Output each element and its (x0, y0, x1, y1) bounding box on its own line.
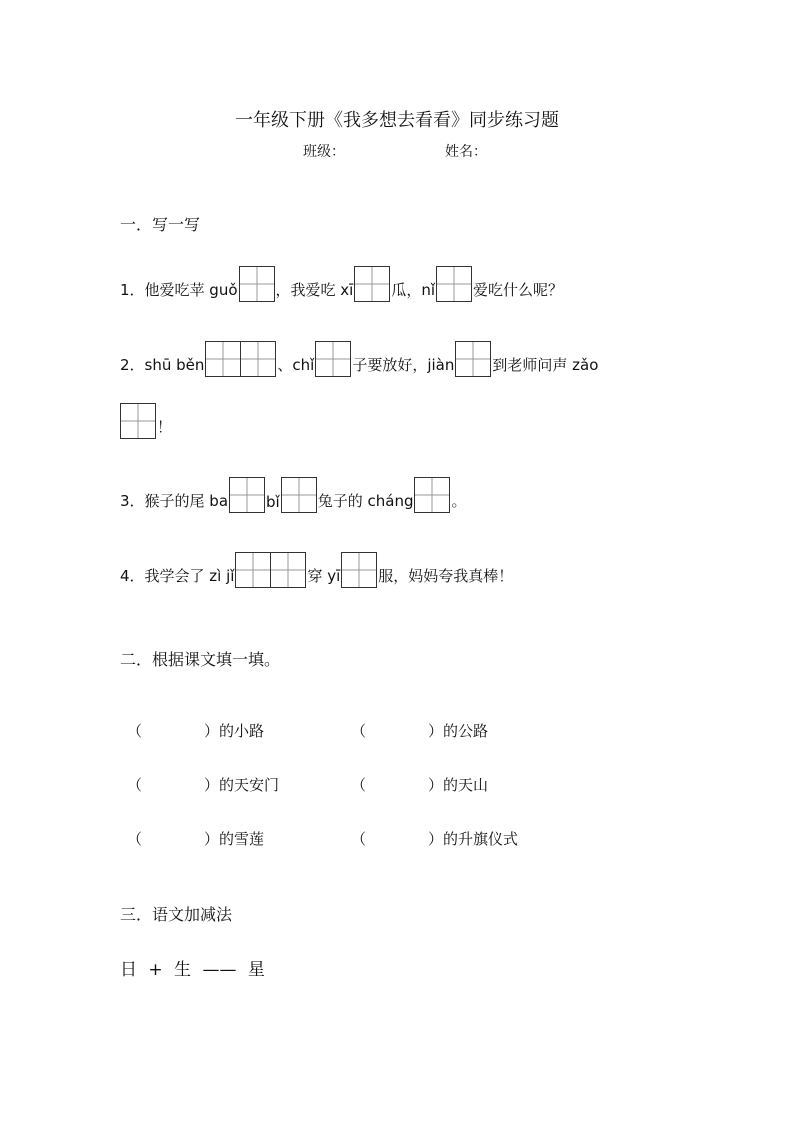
writing-box-bi[interactable] (281, 477, 317, 513)
q1-text-d: 爱吃什么呢？ (473, 281, 564, 299)
writing-box-xi[interactable] (354, 266, 390, 302)
question-4 (120, 550, 513, 586)
writing-box-ziji[interactable] (235, 552, 306, 588)
question-2 (120, 339, 598, 375)
writing-box-shuben[interactable] (205, 341, 276, 377)
writing-box-guo[interactable] (239, 266, 275, 302)
q3-text-d: 。 (451, 492, 467, 510)
fill-row-2-right-close: ）的天山 (428, 776, 489, 794)
writing-box-yi[interactable] (341, 552, 377, 588)
q1-text-a: 1．他爱吃苹 guǒ (120, 281, 238, 299)
section-2-heading: 二．根据课文填一填。 (120, 650, 281, 669)
fill-row-1-left-open: （ (127, 722, 143, 740)
writing-box-jian[interactable] (455, 341, 491, 377)
name-label: 姓名： (445, 144, 487, 160)
page-title: 一年级下册《我多想去看看》同步练习题 (235, 110, 559, 131)
fill-row-3-right-close: ）的升旗仪式 (428, 830, 519, 848)
q4-text-a: 4．我学会了 zì jǐ (120, 567, 235, 585)
q1-text-c: 瓜，nǐ (391, 281, 436, 299)
question-1 (120, 264, 563, 300)
writing-box-ni[interactable] (436, 266, 472, 302)
section-1-heading: 一．写一写 (120, 215, 201, 234)
fill-row-2-right-open: （ (351, 776, 367, 794)
q2-text-c: 子要放好，jiàn (352, 356, 455, 374)
q2-text-b: 、chǐ (277, 356, 315, 374)
fill-row-3-right-open: （ (351, 830, 367, 848)
q4-text-c: 服，妈妈夸我真棒！ (378, 567, 514, 585)
section-3-heading: 三．语文加减法 (120, 905, 233, 924)
q3-text-a: 3．猴子的尾 ba (120, 492, 229, 510)
q4-text-b: 穿 yī (307, 567, 341, 585)
fill-row-1-left-close: ）的小路 (204, 722, 265, 740)
question-2-continued (120, 401, 172, 437)
writing-box-ba[interactable] (229, 477, 265, 513)
q2-text-a: 2．shū běn (120, 356, 205, 374)
q2-text-e: ！ (157, 418, 173, 436)
q1-text-b: ，我爱吃 xī (275, 281, 354, 299)
question-3 (120, 475, 467, 511)
fill-row-1-right-open: （ (351, 722, 367, 740)
writing-box-chi[interactable] (315, 341, 351, 377)
character-equation: 日 + 生 —— 星 (120, 960, 265, 980)
writing-box-zao[interactable] (120, 403, 156, 439)
fill-row-2-left-close: ）的天安门 (204, 776, 280, 794)
class-label: 班级： (303, 144, 345, 160)
q3-text-c: 兔子的 cháng (317, 492, 414, 510)
fill-row-2-left-open: （ (127, 776, 143, 794)
fill-row-3-left-close: ）的雪莲 (204, 830, 265, 848)
q3-text-b: bǐ (266, 493, 280, 511)
q2-text-d: 到老师问声 zǎo (492, 356, 599, 374)
fill-row-1-right-close: ）的公路 (428, 722, 489, 740)
fill-row-3-left-open: （ (127, 830, 143, 848)
writing-box-chang[interactable] (414, 477, 450, 513)
